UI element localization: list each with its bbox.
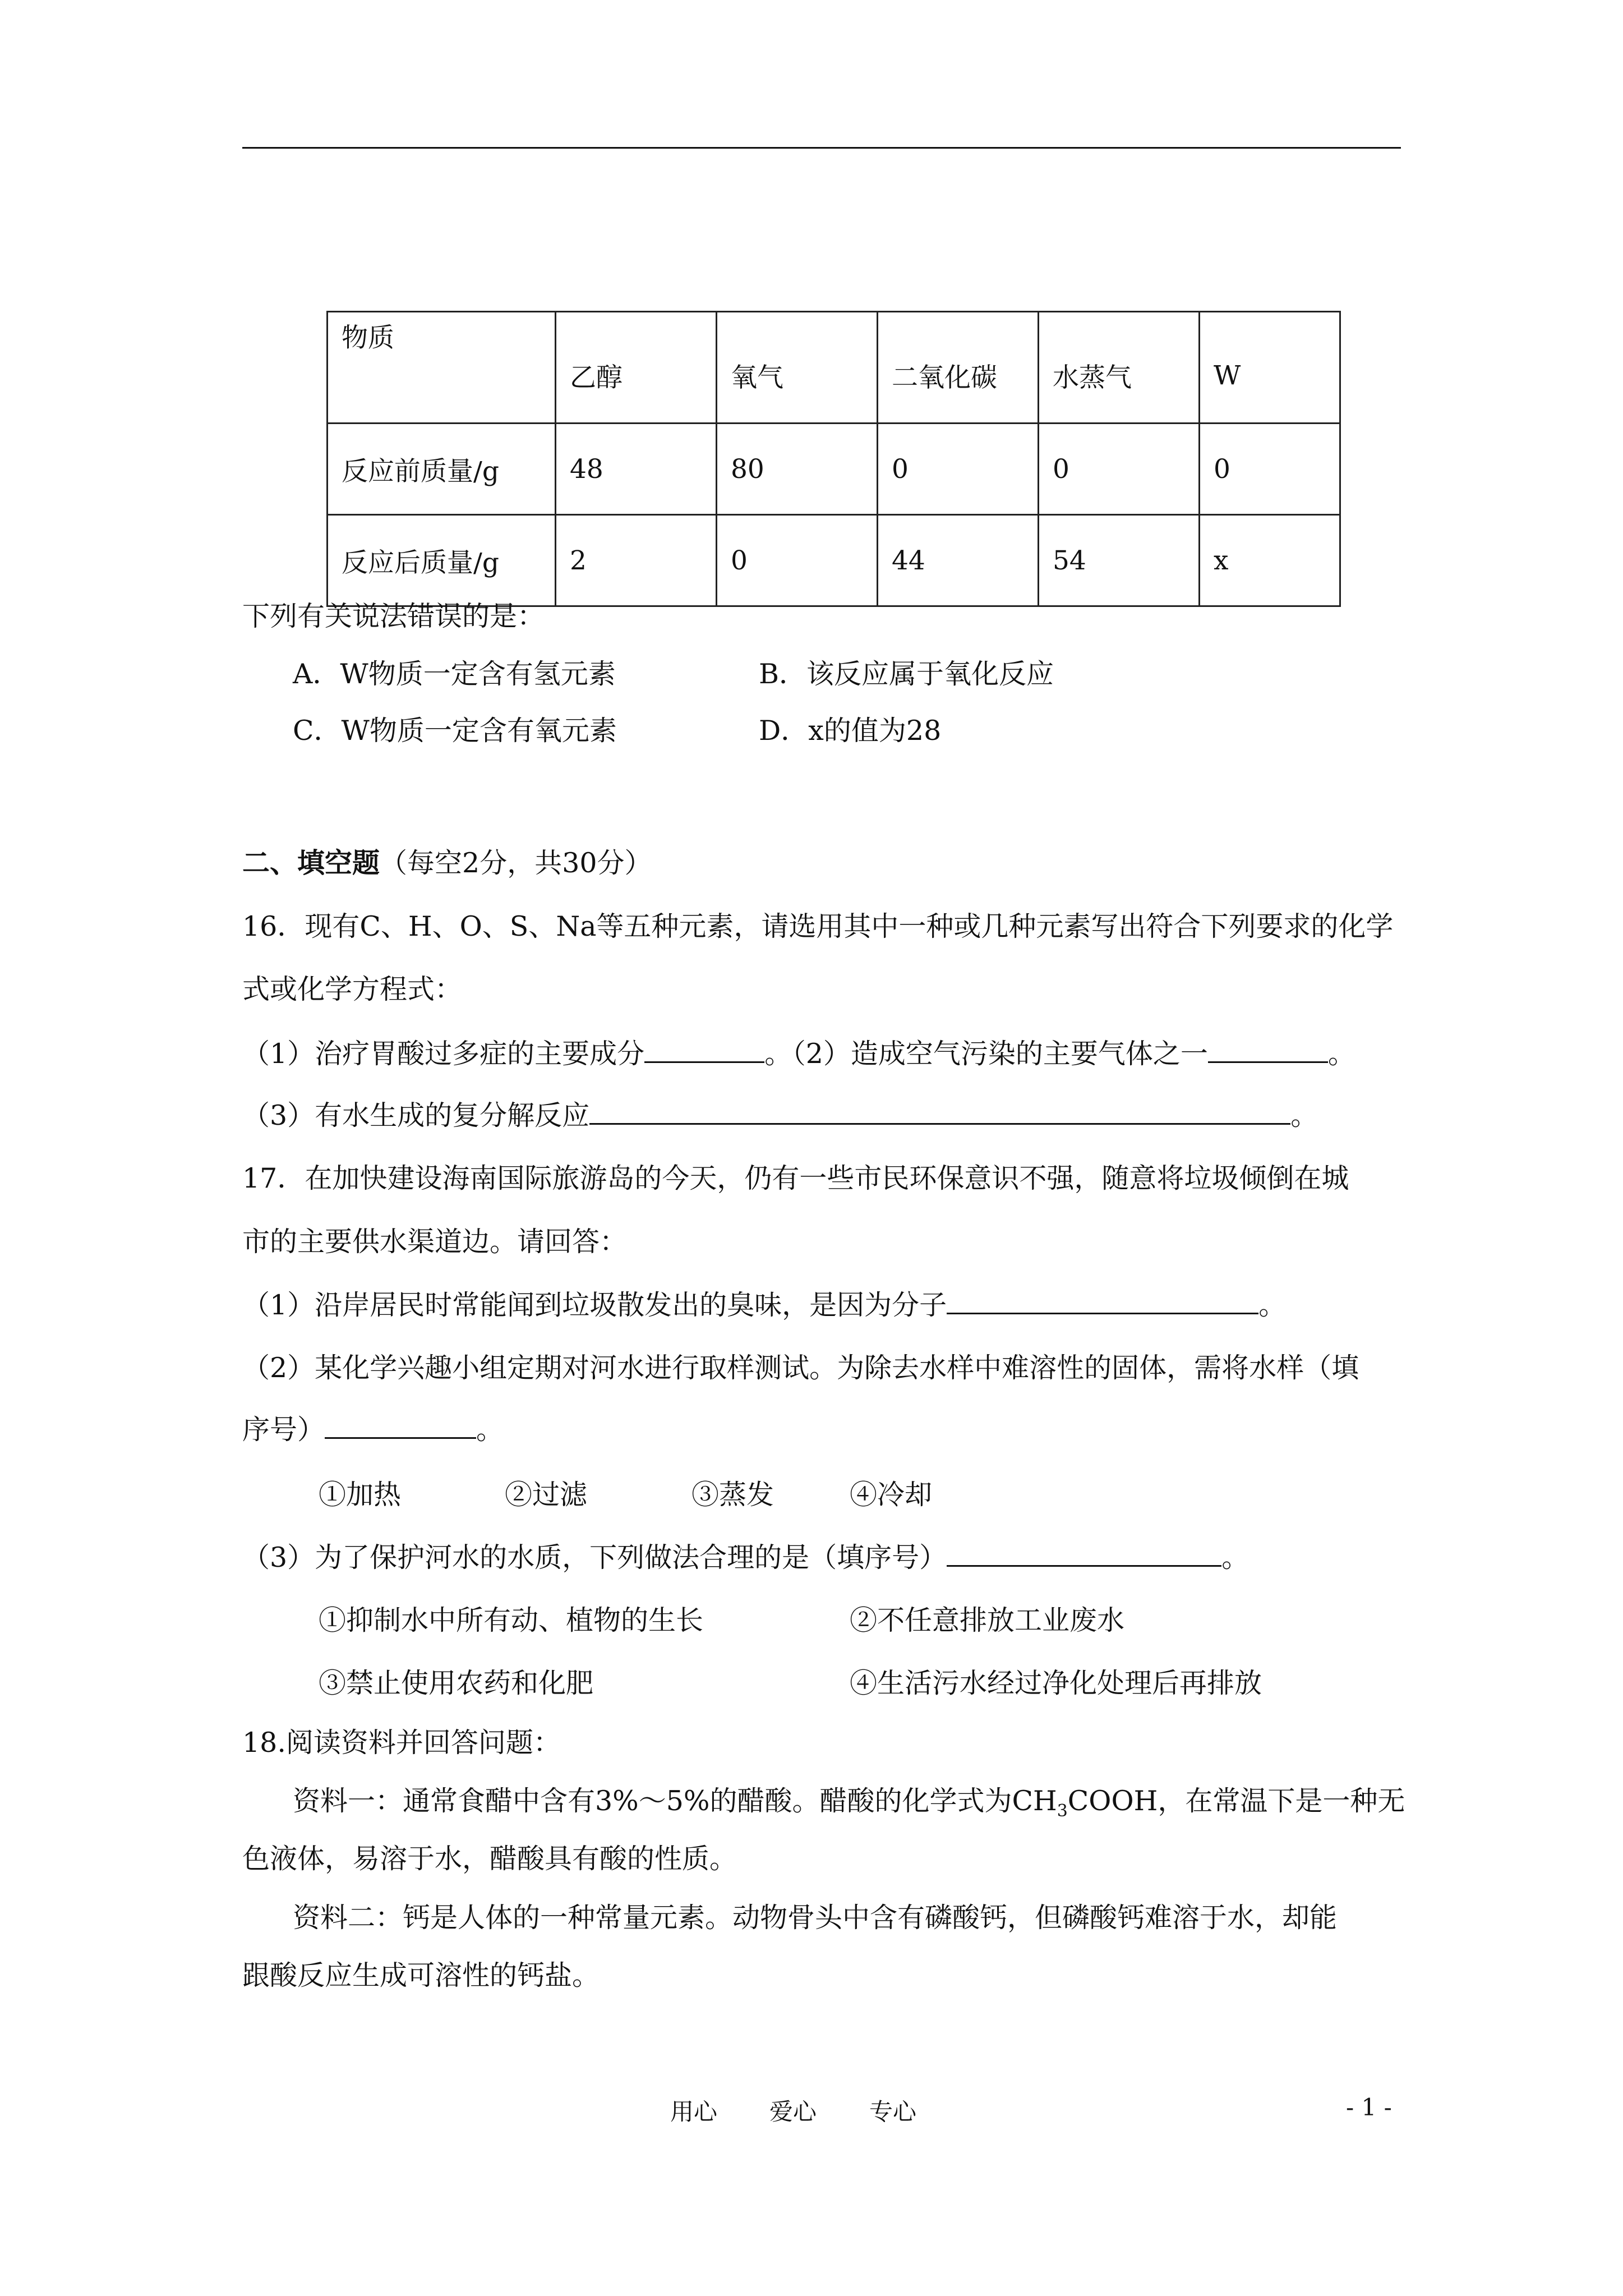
header-rule bbox=[242, 147, 1401, 149]
footer-word: 爱心 bbox=[769, 2098, 817, 2125]
answer-blank[interactable] bbox=[589, 1099, 1290, 1125]
q18-material2-line1: 资料二：钙是人体的一种常量元素。动物骨头中含有磷酸钙，但磷酸钙难溶于水，却能 bbox=[293, 1902, 1338, 1934]
q17-option: ①加热 bbox=[319, 1479, 402, 1511]
answer-blank[interactable] bbox=[947, 1289, 1258, 1314]
q16-part1-line bbox=[242, 1032, 1355, 1071]
table-cell: 44 bbox=[878, 515, 1039, 606]
q18-material1-line2: 色液体，易溶于水，醋酸具有酸的性质。 bbox=[242, 1843, 737, 1875]
table-header-cell: 二氧化碳 bbox=[878, 312, 1039, 424]
q16-part3: （3）有水生成的复分解反应 bbox=[242, 1099, 590, 1131]
table-cell: 48 bbox=[556, 424, 717, 515]
q17-option: ①抑制水中所有动、植物的生长 bbox=[319, 1604, 704, 1636]
table-header-row bbox=[328, 312, 1340, 424]
q18-title: 18.阅读资料并回答问题： bbox=[242, 1727, 561, 1759]
answer-blank[interactable] bbox=[325, 1414, 476, 1439]
q17-part3-line bbox=[242, 1536, 1249, 1575]
section-heading bbox=[242, 841, 652, 881]
q17-option: ④冷却 bbox=[850, 1479, 933, 1511]
q17-part2-tail: 序号） bbox=[242, 1414, 325, 1446]
q17-part1: （1）沿岸居民时常能闻到垃圾散发出的臭味，是因为分子 bbox=[242, 1289, 947, 1321]
period: 。 bbox=[764, 1038, 792, 1070]
page-number: - 1 - bbox=[1346, 2093, 1392, 2121]
table-cell: 0 bbox=[717, 515, 878, 606]
table-row bbox=[328, 515, 1340, 606]
q18-material2-line2: 跟酸反应生成可溶性的钙盐。 bbox=[242, 1959, 600, 1991]
period: 。 bbox=[1258, 1289, 1287, 1321]
section-note: （每空2分，共30分） bbox=[380, 847, 652, 879]
answer-blank[interactable] bbox=[1208, 1038, 1328, 1063]
q17-part2-line2 bbox=[242, 1408, 504, 1447]
period: 。 bbox=[1327, 1038, 1355, 1070]
table-cell: x bbox=[1200, 515, 1340, 606]
q18-material1-line1 bbox=[293, 1779, 1405, 1821]
table-header-cell: 物质 bbox=[328, 312, 556, 424]
q17-option: ④生活污水经过净化处理后再排放 bbox=[850, 1667, 1262, 1699]
q17-part2-line1: （2）某化学兴趣小组定期对河水进行取样测试。为除去水样中难溶性的固体，需将水样（填 bbox=[242, 1352, 1359, 1384]
q17-line1: 17．在加快建设海南国际旅游岛的今天，仍有一些市民环保意识不强，随意将垃圾倾倒在城 bbox=[242, 1162, 1349, 1194]
q16-part3-line bbox=[242, 1094, 1318, 1133]
q15-option-d: D．x的值为28 bbox=[759, 715, 942, 747]
q17-option: ②不任意排放工业废水 bbox=[850, 1604, 1125, 1636]
section-title: 二、填空题 bbox=[242, 846, 380, 879]
q15-option-a: A．W物质一定含有氢元素 bbox=[293, 658, 616, 690]
table-cell: 2 bbox=[556, 515, 717, 606]
table-cell: 54 bbox=[1039, 515, 1200, 606]
table-header-cell: W bbox=[1200, 312, 1340, 424]
q17-part1-line bbox=[242, 1283, 1286, 1323]
material1-text: 资料一：通常食醋中含有3%～5%的醋酸。醋酸的化学式为CH bbox=[293, 1785, 1057, 1817]
table-cell: 反应前质量/g bbox=[328, 424, 556, 515]
q17-line2: 市的主要供水渠道边。请回答： bbox=[242, 1226, 628, 1258]
material1-text: COOH，在常温下是一种无 bbox=[1067, 1785, 1405, 1817]
table-row bbox=[328, 424, 1340, 515]
table-header-cell: 水蒸气 bbox=[1039, 312, 1200, 424]
table-header-cell: 氧气 bbox=[717, 312, 878, 424]
answer-blank[interactable] bbox=[644, 1038, 764, 1063]
q16-line2: 式或化学方程式： bbox=[242, 973, 463, 1005]
period: 。 bbox=[476, 1414, 504, 1446]
answer-blank[interactable] bbox=[947, 1542, 1221, 1567]
table-cell: 80 bbox=[717, 424, 878, 515]
period: 。 bbox=[1290, 1099, 1318, 1131]
q17-option: ②过滤 bbox=[505, 1479, 588, 1511]
period: 。 bbox=[1221, 1542, 1249, 1573]
subscript: 3 bbox=[1057, 1801, 1068, 1821]
q16-part2: （2）造成空气污染的主要气体之一 bbox=[792, 1038, 1208, 1070]
q16-line1: 16．现有C、H、O、S、Na等五种元素，请选用其中一种或几种元素写出符合下列要求的化学 bbox=[242, 910, 1394, 942]
footer-word: 用心 bbox=[670, 2098, 718, 2125]
q15-stem: 下列有关说法错误的是： bbox=[242, 600, 545, 632]
q17-option: ③禁止使用农药和化肥 bbox=[319, 1667, 594, 1699]
q15-option-b: B．该反应属于氧化反应 bbox=[759, 658, 1054, 690]
table-cell: 0 bbox=[1200, 424, 1340, 515]
table-header-cell: 乙醇 bbox=[556, 312, 717, 424]
q17-part3: （3）为了保护河水的水质，下列做法合理的是（填序号） bbox=[242, 1542, 947, 1573]
q17-option: ③蒸发 bbox=[691, 1479, 774, 1511]
table-cell: 0 bbox=[878, 424, 1039, 515]
footer-word: 专心 bbox=[869, 2098, 917, 2125]
q16-part1: （1）治疗胃酸过多症的主要成分 bbox=[242, 1038, 645, 1070]
table-cell: 反应后质量/g bbox=[328, 515, 556, 606]
table-cell: 0 bbox=[1039, 424, 1200, 515]
mass-table bbox=[326, 311, 1341, 607]
q15-option-c: C．W物质一定含有氧元素 bbox=[293, 715, 617, 747]
